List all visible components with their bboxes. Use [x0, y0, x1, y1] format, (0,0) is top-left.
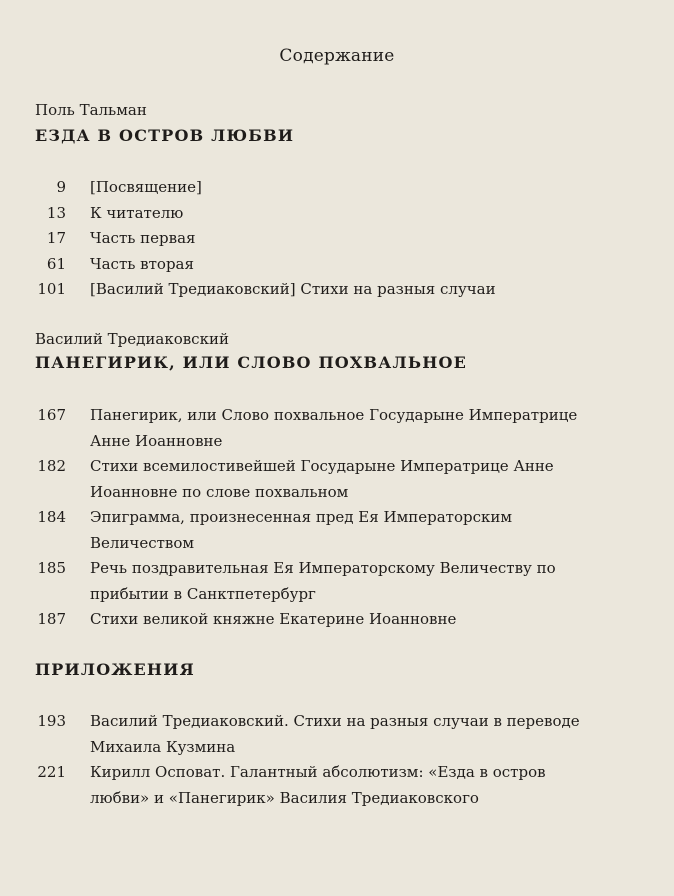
section2-author: Василий Тредиаковский: [35, 330, 229, 348]
entry-page-number: 185: [37, 559, 66, 577]
entry-page-number: 187: [37, 610, 66, 628]
entry-title: [Посвящение]: [90, 178, 202, 196]
entry-page-number: 221: [37, 763, 66, 781]
entry-title-line: Панегирик, или Слово похвальное Государыне Императрице: [90, 406, 578, 424]
entry-title: [90, 556, 650, 607]
entry-title-line: Анне Иоанновне: [90, 431, 223, 450]
entry-title: [Василий Тредиаковский] Стихи на разныя случаи: [90, 280, 496, 298]
entry-title-line: Эпиграмма, произнесенная пред Ея Императорским: [90, 508, 513, 526]
section1-title: ЕЗДА В ОСТРОВ ЛЮБВИ: [35, 126, 295, 145]
entry-page-number: 13: [46, 203, 66, 222]
toc-heading: Содержание: [279, 46, 395, 66]
entry-title: [90, 709, 650, 760]
entry-title-line: Величеством: [90, 533, 195, 552]
entry-page-number: 61: [46, 254, 66, 273]
entry-page-number: 193: [37, 712, 66, 730]
entry-page-number: 17: [46, 229, 66, 247]
entry-title: К читателю: [90, 203, 184, 222]
entry-title-line: Иоанновне по слове похвальном: [90, 482, 349, 501]
section2-title: ПАНЕГИРИК, ИЛИ СЛОВО ПОХВАЛЬНОЕ: [35, 353, 468, 372]
entry-title: Стихи великой княжне Екатерине Иоанновне: [90, 610, 457, 628]
entry-title: [90, 760, 650, 811]
entry-title: [90, 403, 650, 454]
entry-title-line: любви» и «Панегирик» Василия Тредиаковского: [90, 788, 479, 807]
entry-title: Часть первая: [90, 229, 196, 247]
entry-title-line: прибытии в Санктпетербург: [90, 584, 316, 603]
entry-page-number: 184: [37, 508, 66, 526]
entry-title-line: Речь поздравительная Ея Императорскому Величеству по: [90, 559, 556, 577]
entry-title-line: Михаила Кузмина: [90, 737, 236, 756]
entry-page-number: 182: [37, 457, 66, 475]
entry-title-line: Василий Тредиаковский. Стихи на разныя случаи в переводе: [90, 712, 580, 730]
entry-title-line: Кирилл Осповат. Галантный абсолютизм: «Езда в остров: [90, 763, 546, 781]
section1-author: Поль Тальман: [35, 101, 147, 119]
entry-title: [90, 505, 650, 556]
entry-page-number: 167: [37, 406, 66, 424]
entry-page-number: 9: [56, 178, 66, 196]
entry-page-number: 101: [37, 280, 66, 298]
entry-title: Часть вторая: [90, 254, 194, 273]
entry-title: [90, 454, 650, 505]
entry-title-line: Стихи всемилостивейшей Государыне Императрице Анне: [90, 457, 554, 475]
section3-title: ПРИЛОЖЕНИЯ: [35, 660, 195, 679]
